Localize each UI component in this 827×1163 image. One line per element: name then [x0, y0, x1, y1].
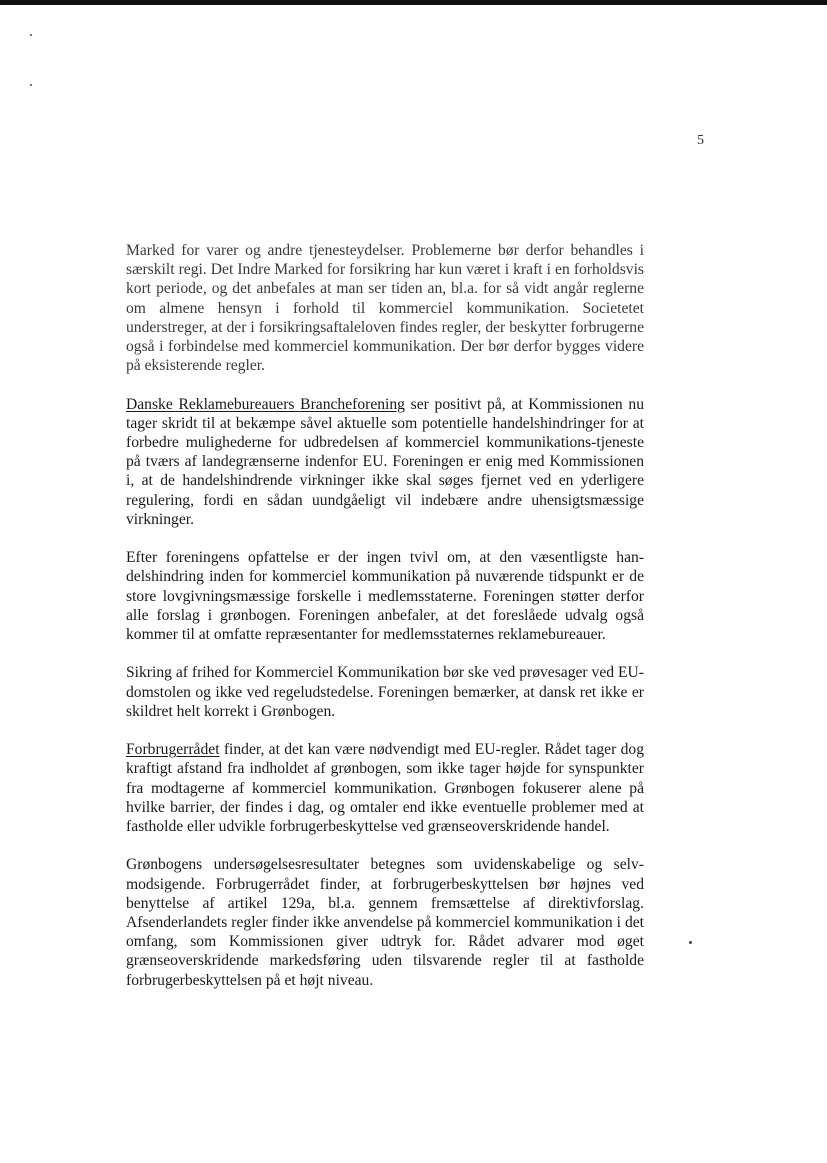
paragraph-text: Sikring af frihed for Kommerciel Kommunikation bør ske ved prøvesager ved EU-domstolen og ikke ved regeludstedelse. Foreningen bemærker, at dansk ret ikke er skildret helt korrekt i Grønbogen. [126, 664, 644, 720]
document-body [126, 241, 644, 1009]
organization-name: Danske Reklamebureauers Brancheforening [126, 395, 405, 413]
paragraph-text: finder, at det kan være nødvendigt med EU-regler. Rådet tager dog kraftigt afstand fra indholdet af grønbogen, som ikke tager højde for synspunkter fra modtagerne af kommerciel kommunikation. Grønbogen fokuserer alene på hvilke barrier, der findes i dag, og omtaler end ikke eventuelle problemer med at fastholde eller udvikle forbrugerbeskyttelse ved grænseoverskridende handel. [126, 741, 644, 836]
organization-name: Forbrugerrådet [126, 741, 220, 759]
paragraph [126, 241, 644, 375]
scan-speck [689, 941, 692, 944]
scan-top-edge [0, 0, 827, 5]
paragraph-text: Marked for varer og andre tjenesteydelser. Problemerne bør derfor behandles i særskilt regi. Det Indre Marked for forsikring har kun været i kraft i en forholdsvis kort periode, og det anbefales at man ser tiden an, bl.a. for så vidt angår reglerne om almene hensyn i forhold til kommerciel kommunikation. Societetet understreger, at der i forsikringsaftaleloven findes regler, der beskytter forbrugerne også i forbindelse med kommerciel kommunikation. Der bør derfor bygges videre på eksisterende regler. [126, 242, 644, 375]
paragraph-text: Grønbogens undersøgelsesresultater betegnes som uvidenskabelige og selvmodsigende. Forbrugerrådet finder, at forbrugerbeskyttelsen bør højnes ved benyttelse af artikel 129a, bl.a. gennem fremsættelse af direktivforslag. Afsenderlandets regler finder ikke anvendelse på kommerciel kommunikation i det omfang, som Kommissionen giver udtryk for. Rådet advarer mod øget grænseoverskridende markedsføring uden tilsvarende regler til at fastholde forbrugerbeskyttelsen på et højt niveau. [126, 856, 644, 989]
paragraph-text: ser positivt på, at Kommissionen nu tager skridt til at bekæmpe såvel aktuelle som potentielle handelshindringer for at forbedre mulighederne for udbredelsen af kommerciel kommunikations-tjeneste på tværs af landegrænserne indenfor EU. Foreningen er enig med Kommissionen i, at de handelshindrende virkninger ikke skal søges fjernet ved en yderligere regulering, fordi en sådan uundgåeligt vil indebære andre uhensigtsmæssige virkninger. [126, 395, 644, 528]
paragraph [126, 855, 644, 989]
paragraph [126, 663, 644, 721]
scan-speck [30, 34, 32, 36]
paragraph-text: Efter foreningens opfattelse er der ingen tvivl om, at den væsentligste handelshindring inden for kommerciel kommunikation på nuværende tidspunkt er de store lovgivningsmæssige forskelle i medlemsstaterne. Foreningen støtter derfor alle forslag i grønbogen. Foreningen anbefaler, at det foreslåede udvalg også kommer til at omfatte repræsentanter for medlemsstaternes reklamebureauer. [126, 549, 644, 644]
scan-speck [30, 84, 32, 86]
paragraph [126, 548, 644, 644]
paragraph [126, 395, 644, 529]
paragraph [126, 740, 644, 836]
page-number: 5 [697, 133, 704, 148]
